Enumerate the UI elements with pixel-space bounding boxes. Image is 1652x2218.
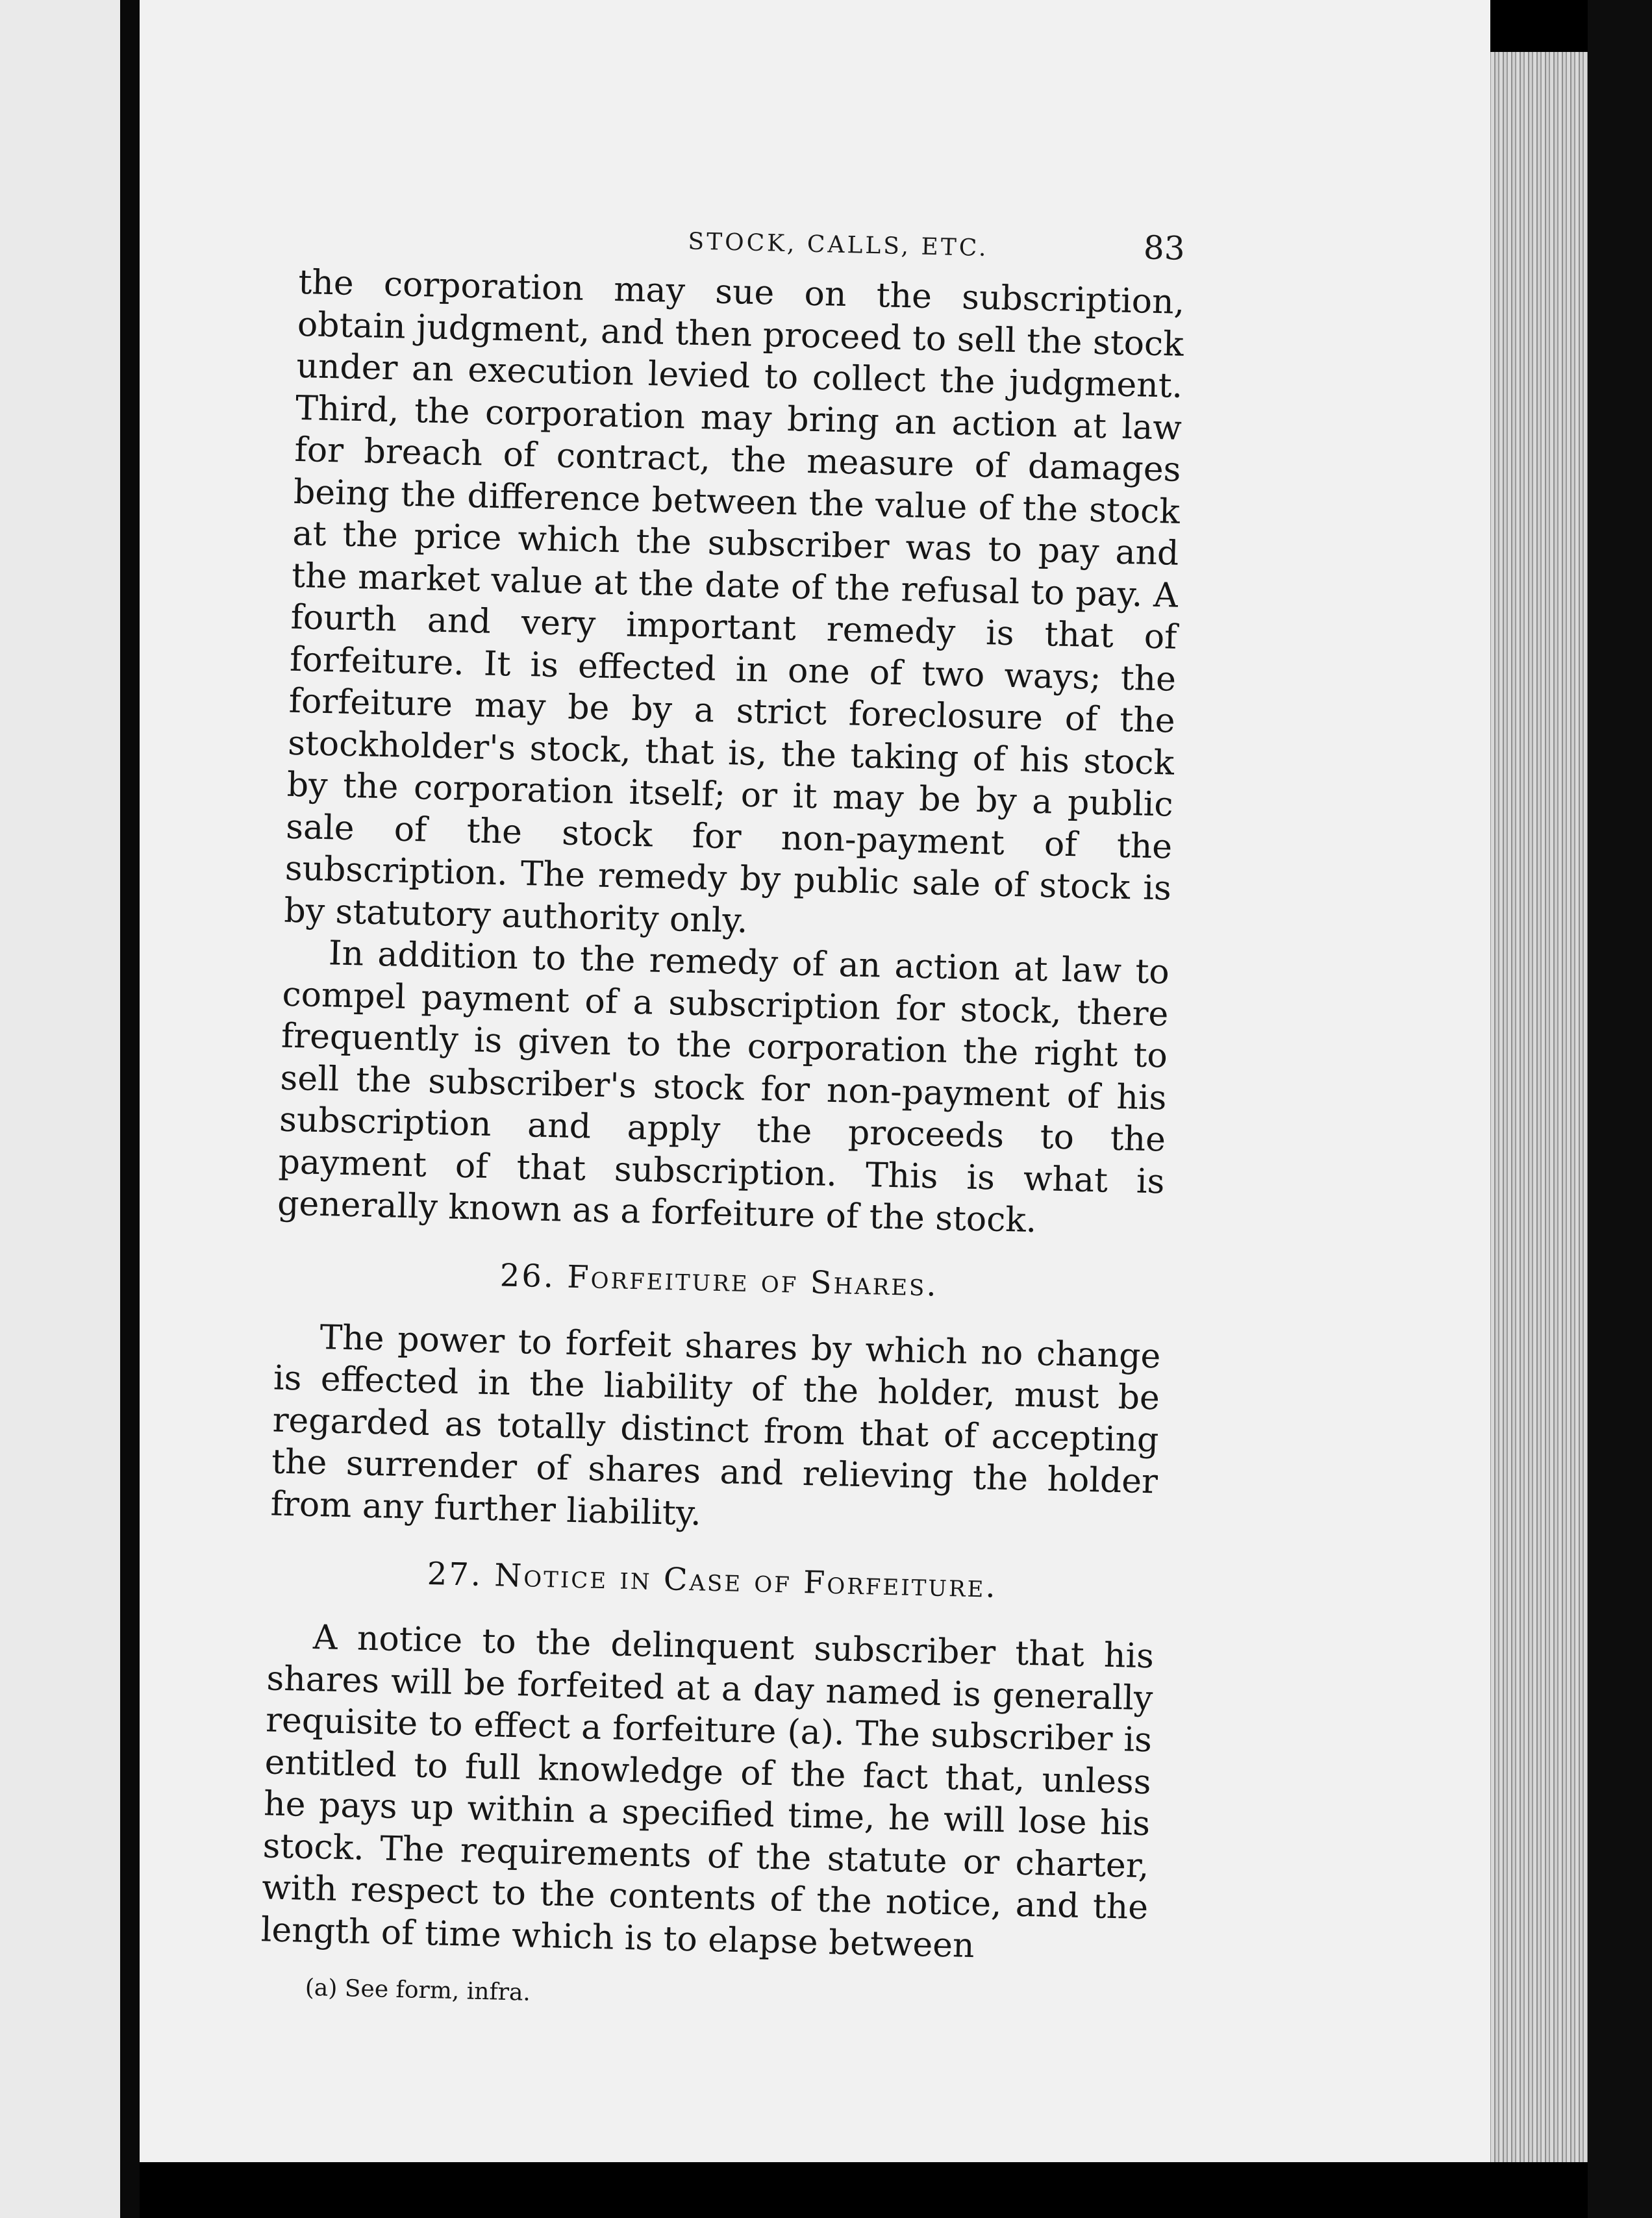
paragraph-1: the corporation may sue on the subscription, obtain judgment, and then proceed to sell the stock under an execution levied to collect the judgment. Third, the corporation may bring an action at law for breach of contract, the measure of damages being the difference between the value of the stock at the price which the subscriber was to pay and the market value at the date of the refusal to pay. A fourth and very important remedy is that of forfeiture. It is effected in one of two ways; the forfeiture may be by a strict foreclosure of the stockholder's stock, that is, the taking of his stock by the corporation itself; or it may be by a public sale of the stock for non-payment of the subscription. The remedy by public sale of stock is by statutory authority only. — [283, 262, 1185, 941]
paragraph-2: In addition to the remedy of an action at law to compel payment of a subscription for stock, there frequently is given to the corporation the right to sell the subscriber's stock for non-payment of his subscription and apply the proceeds to the payment of that subscription. This is what is generally known as a forfeiture of the stock. — [277, 934, 1170, 1241]
book-page — [140, 0, 1490, 2162]
footnote: (a) See form, infra. — [305, 1974, 531, 2006]
section-27-heading: 27. Notice in Case of Forfeiture. — [427, 1555, 998, 1605]
book-cover-edge — [1588, 0, 1652, 2218]
running-head: STOCK, CALLS, ETC. — [688, 228, 989, 262]
page-body — [259, 262, 1184, 2021]
paragraph-3: The power to forfeit shares by which no change is effected in the liability of the holder, must be regarded as totally distinct from that of accepting the surrender of shares and relieving the holder from any further liability. — [270, 1317, 1161, 1533]
paragraph-4: A notice to the delinquent subscriber that his shares will be forfeited at a day named is generally requisite to effect a forfeiture (a). The subscriber is entitled to full knowledge of the fact that, unless he pays up within a specified time, he will lose his stock. The requirements of the statute or charter, with respect to the contents of the notice, and the length of time which is to elapse between — [260, 1617, 1155, 1965]
section-26-heading: 26. Forfeiture of Shares. — [499, 1256, 939, 1304]
page-number: 83 — [1143, 229, 1186, 268]
page-text-block — [94, 0, 1493, 2178]
book-fore-edge — [1474, 52, 1588, 2162]
